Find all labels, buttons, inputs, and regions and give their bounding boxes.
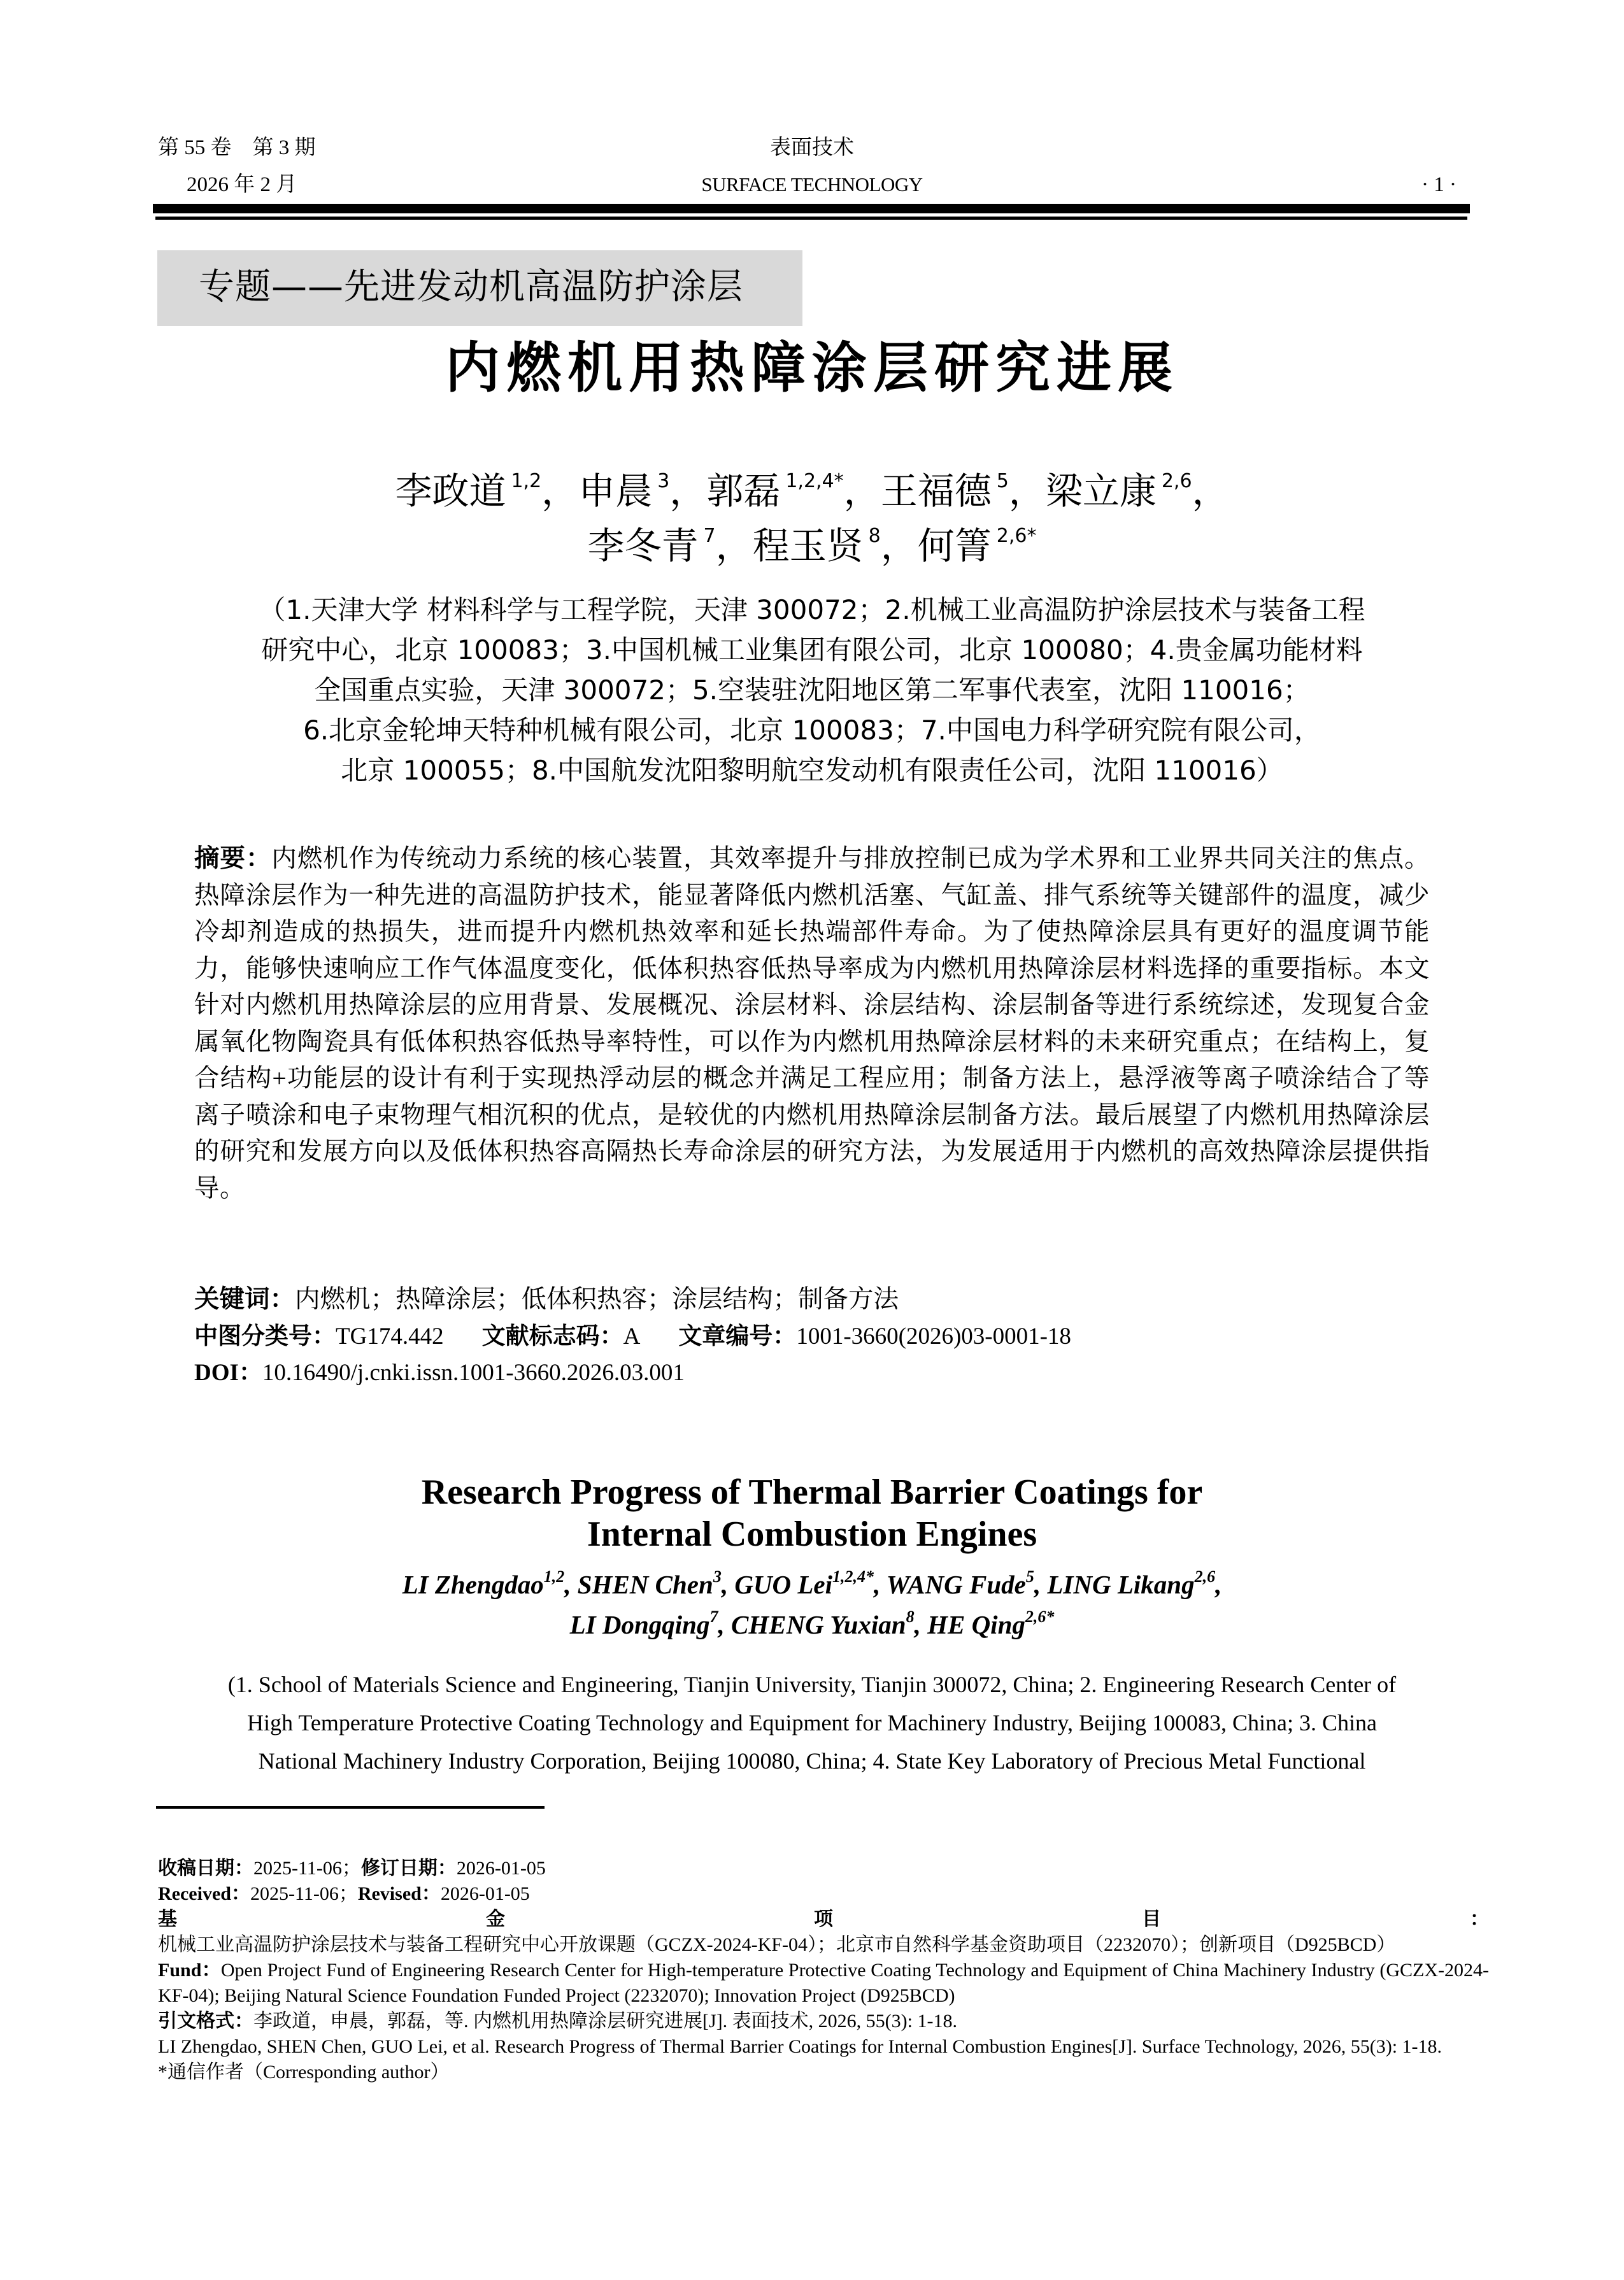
author-en-separator: , — [721, 1570, 735, 1599]
author-cn-affiliation-marker: 2,6* — [996, 525, 1037, 547]
author-cn-separator: ， — [880, 524, 918, 567]
header-rule-thin — [155, 217, 1467, 220]
header-date: 2026 年 2 月 — [187, 173, 297, 196]
author-cn-name: 王福德 — [880, 469, 992, 513]
author-cn-name: 梁立康 — [1045, 469, 1157, 513]
affiliation-cn-line: 全国重点实验，天津 300072；5.空装驻沈阳地区第二军事代表室，沈阳 110016； — [314, 674, 1310, 706]
article-no-value: 1001-3660(2026)03-0001-18 — [796, 1323, 1071, 1350]
author-en-affiliation-marker: 7 — [709, 1607, 718, 1626]
keywords — [194, 1281, 899, 1318]
keywords-text: 内燃机；热障涂层；低体积热容；涂层结构；制备方法 — [295, 1285, 899, 1314]
author-cn-affiliation-marker: 5 — [996, 470, 1009, 492]
affiliation-cn-line: 研究中心，北京 100083；3.中国机械工业集团有限公司，北京 100080；4.贵金属功能材料 — [261, 634, 1363, 666]
author-cn-separator: ， — [1192, 469, 1229, 513]
author-en-affiliation-marker: 1,2 — [543, 1567, 565, 1586]
affiliation-en-line: National Machinery Industry Corporation, Beijing 100080, China; 4. State Key Laboratory of Precious Metal Functional — [258, 1748, 1366, 1774]
author-en-affiliation-marker: 8 — [906, 1607, 915, 1626]
author-en-name: WANG Fude — [886, 1570, 1026, 1599]
footnote-citation-cn: 引文格式：李政道，申晨，郭磊，等. 内燃机用热障涂层研究进展[J]. 表面技术, 2026, 55(3): 1-18. — [158, 2010, 957, 2032]
author-cn-separator: ， — [669, 469, 707, 513]
author-cn-separator: ， — [1008, 469, 1046, 513]
author-en-name: CHENG Yuxian — [730, 1610, 906, 1639]
authors-en-line-1 — [0, 1567, 1624, 1602]
author-en-name: SHEN Chen — [577, 1570, 713, 1599]
author-en-separator: , — [564, 1570, 578, 1599]
author-en-separator: , — [718, 1610, 731, 1639]
footnote-citation-en: LI Zhengdao, SHEN Chen, GUO Lei, et al. Research Progress of Thermal Barrier Coatings for Internal Combustion Engines[J]. Surface Technology, 2026, 55(3): 1-18. — [158, 2036, 1442, 2057]
author-cn-name: 程玉贤 — [752, 524, 864, 567]
abstract — [194, 841, 1430, 1207]
doi-value[interactable]: 10.16490/j.cnki.issn.1001-3660.2026.03.001 — [262, 1360, 685, 1386]
author-cn-name: 李政道 — [395, 469, 506, 513]
footnote-fund-cn: 基金项目：机械工业高温防护涂层技术与装备工程研究中心开放课题（GCZX-2024-KF-04）；北京市自然科学基金资助项目（2232070）；创新项目（D925BCD） — [158, 1908, 1489, 1955]
authors-cn-line-1 — [0, 469, 1624, 513]
footnote-received-cn: 收稿日期：2025-11-06；修订日期：2026-01-05 — [158, 1857, 546, 1879]
author-cn-affiliation-marker: 3 — [657, 470, 670, 492]
footnote-received-en: Received：2025-11-06；Revised：2026-01-05 — [158, 1883, 530, 1904]
author-cn-affiliation-marker: 7 — [703, 525, 716, 547]
author-en-affiliation-marker: 5 — [1025, 1567, 1034, 1586]
author-en-affiliation-marker: 2,6* — [1025, 1607, 1055, 1626]
author-en-separator: , — [1215, 1570, 1222, 1599]
author-cn-name: 李冬青 — [587, 524, 699, 567]
authors-en-line-2 — [0, 1607, 1624, 1642]
affiliation-en-line: (1. School of Materials Science and Engineering, Tianjin University, Tianjin 300072, China; 2. Engineering Research Center of — [227, 1672, 1397, 1697]
footnote-corresponding: *通信作者（Corresponding author） — [158, 2062, 450, 2083]
author-en-name: LING Likang — [1047, 1570, 1195, 1599]
affiliation-en-line: High Temperature Protective Coating Technology and Equipment for Machinery Industry, Beijing 100083, China; 3. China — [247, 1710, 1377, 1735]
doi-line — [194, 1354, 685, 1391]
authors-cn-line-2 — [0, 524, 1624, 568]
author-cn-affiliation-marker: 1,2,4* — [785, 470, 844, 492]
clc-value: TG174.442 — [336, 1323, 444, 1350]
footnote-fund-en: Fund：Open Project Fund of Engineering Research Center for High-temperature Protective Coating Technology and Equipment of China Machinery Industry (GCZX-2024-KF-04); Beijing Natural Science Foundation Funded Project (2232070); Innovation Project (D925BCD) — [158, 1960, 1489, 2006]
article-no-label: 文章编号： — [678, 1322, 797, 1350]
affiliation-cn-line: 6.北京金轮坤天特种机械有限公司，北京 100083；7.中国电力科学研究院有限公司， — [303, 715, 1321, 746]
author-cn-separator: ， — [843, 469, 881, 513]
author-cn-name: 郭磊 — [706, 469, 781, 513]
abstract-label: 摘要： — [194, 844, 272, 873]
header-rule-thick — [153, 204, 1470, 213]
column-banner — [157, 250, 802, 326]
author-cn-separator: ， — [541, 469, 579, 513]
clc-label: 中图分类号： — [194, 1322, 336, 1350]
author-en-name: HE Qing — [927, 1610, 1025, 1639]
doc-code-label: 文献标志码： — [481, 1322, 623, 1350]
header-volume-issue: 第 55 卷 第 3 期 — [158, 136, 316, 159]
header-journal-cn: 表面技术 — [770, 136, 854, 159]
affiliation-cn-line: 北京 100055；8.中国航发沈阳黎明航空发动机有限责任公司，沈阳 110016） — [341, 755, 1283, 786]
column-label: 专题——先进发动机高温防护涂层 — [199, 266, 743, 308]
author-cn-name: 何箐 — [917, 524, 992, 567]
footnotes — [158, 1856, 1489, 2085]
author-en-affiliation-marker: 3 — [713, 1567, 722, 1586]
author-en-separator: , — [874, 1570, 887, 1599]
author-en-name: LI Dongqing — [569, 1610, 710, 1639]
author-en-affiliation-marker: 2,6 — [1194, 1567, 1216, 1586]
affiliations-cn — [0, 590, 1624, 790]
keywords-label: 关键词： — [194, 1285, 295, 1314]
author-cn-affiliation-marker: 2,6 — [1161, 470, 1192, 492]
author-en-affiliation-marker: 1,2,4* — [832, 1567, 874, 1586]
author-cn-affiliation-marker: 1,2 — [511, 470, 542, 492]
paper-title-en-line-2: Internal Combustion Engines — [587, 1514, 1037, 1554]
header-journal-en: SURFACE TECHNOLOGY — [701, 173, 923, 196]
author-en-separator: , — [914, 1610, 928, 1639]
author-cn-name: 申晨 — [578, 469, 653, 513]
affiliations-en — [0, 1665, 1624, 1780]
footnote-rule — [156, 1806, 545, 1809]
author-en-name: GUO Lei — [734, 1570, 833, 1599]
author-cn-separator: ， — [715, 524, 753, 567]
affiliation-cn-line: （1.天津大学 材料科学与工程学院，天津 300072；2.机械工业高温防护涂层技术与装备工程 — [259, 594, 1365, 625]
classification-line — [194, 1318, 1071, 1355]
paper-title-cn: 内燃机用热障涂层研究进展 — [445, 336, 1179, 400]
doc-code-value: A — [623, 1323, 641, 1350]
abstract-text: 内燃机作为传统动力系统的核心装置，其效率提升与排放控制已成为学术界和工业界共同关注的焦点。热障涂层作为一种先进的高温防护技术，能显著降低内燃机活塞、气缸盖、排气系统等关键部件的温度，减少冷却剂造成的热损失，进而提升内燃机热效率和延长热端部件寿命。为了使热障涂层具有更好的温度调节能力，能够快速响应工作气体温度变化，低体积热容低热导率成为内燃机用热障涂层材料选择的重要指标。本文针对内燃机用热障涂层的应用背景、发展概况、涂层材料、涂层结构、涂层制备等进行系统综述，发现复合金属氧化物陶瓷具有低体积热容低热导率特性，可以作为内燃机用热障涂层材料的未来研究重点；在结构上，复合结构+功能层的设计有利于实现热浮动层的概念并满足工程应用；制备方法上，悬浮液等离子喷涂结合了等离子喷涂和电子束物理气相沉积的优点，是较优的内燃机用热障涂层制备方法。最后展望了内燃机用热障涂层的研究和发展方向以及低体积热容高隔热长寿命涂层的研究方法，为发展适用于内燃机的高效热障涂层提供指导。 — [194, 844, 1430, 1202]
author-cn-affiliation-marker: 8 — [868, 525, 881, 547]
author-en-separator: , — [1034, 1570, 1048, 1599]
doi-label: DOI： — [194, 1360, 262, 1386]
page-number: · 1 · — [1421, 173, 1457, 196]
paper-title-en-line-1: Research Progress of Thermal Barrier Coatings for — [421, 1472, 1203, 1512]
author-en-name: LI Zhengdao — [402, 1570, 544, 1599]
